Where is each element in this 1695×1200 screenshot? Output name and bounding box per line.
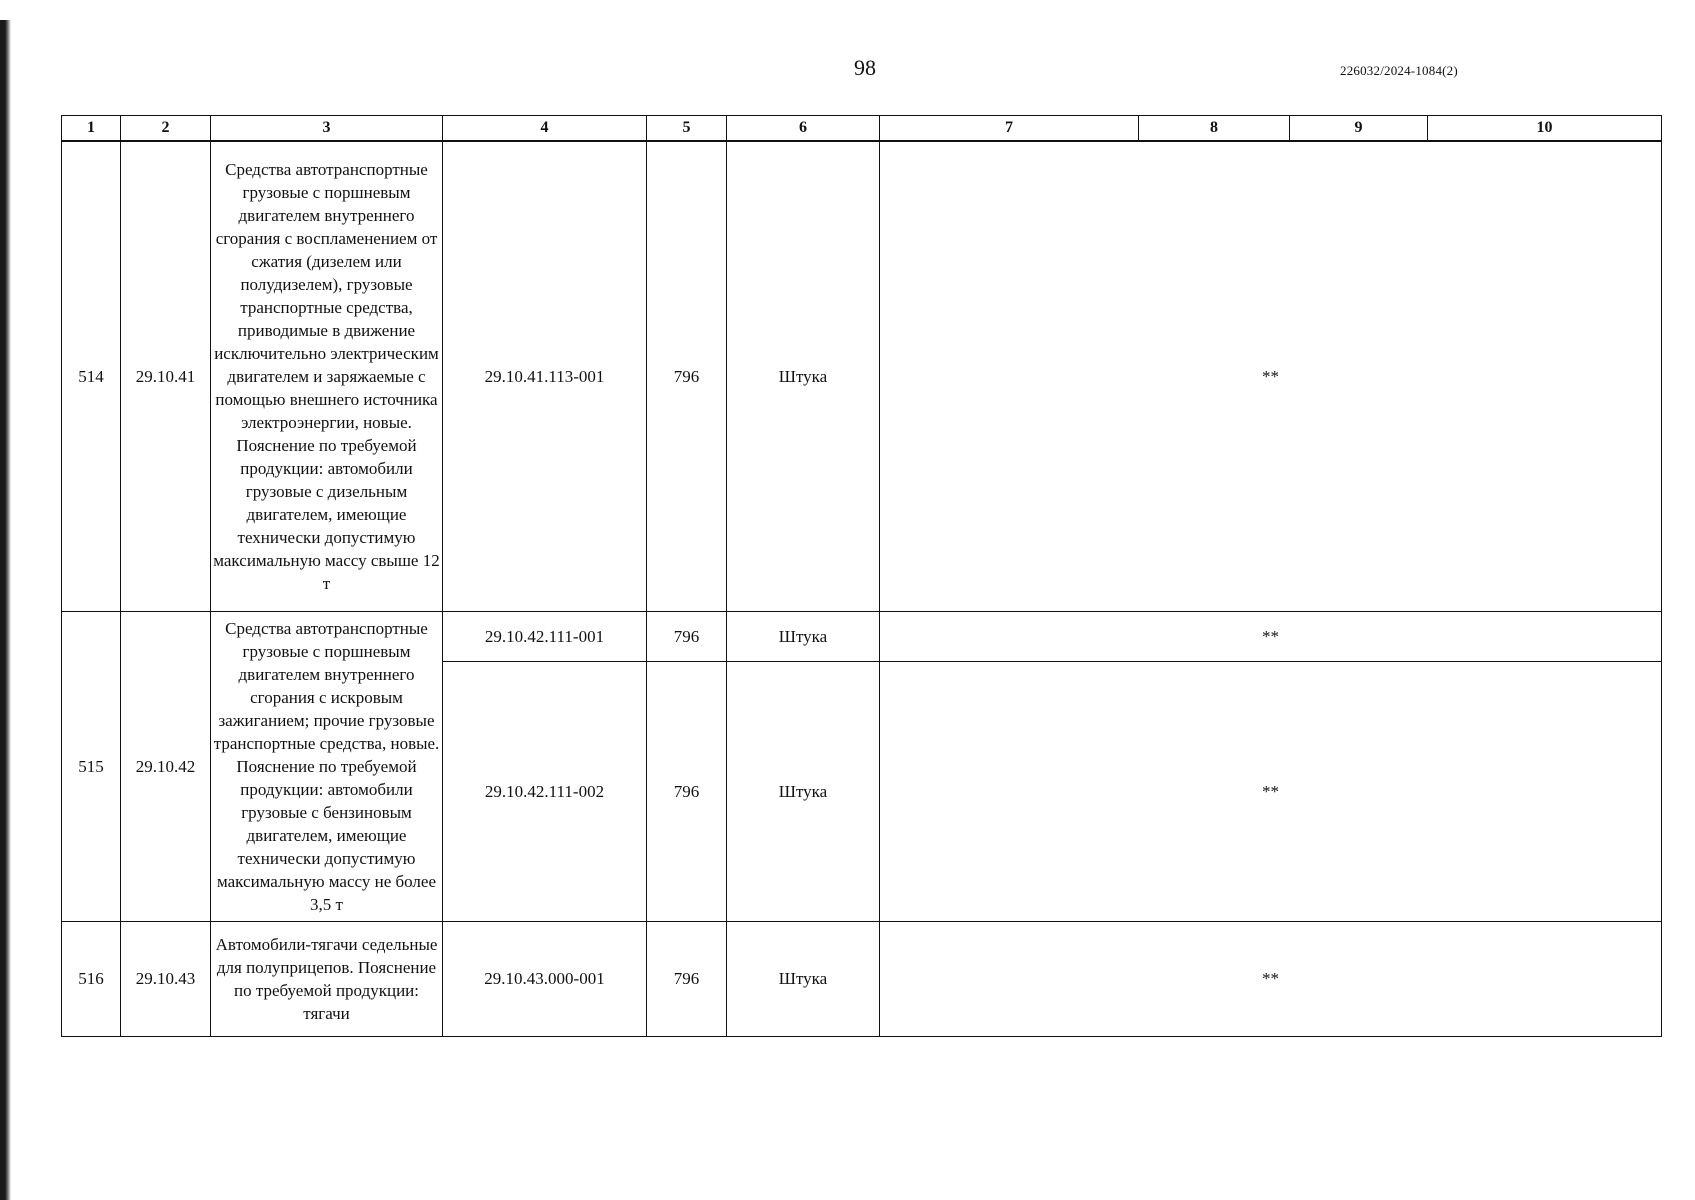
table-row xyxy=(62,611,1662,661)
ktru-code: 29.10.42.111-001 xyxy=(443,611,647,661)
table-header-row xyxy=(62,116,1662,142)
header-cell-10: 10 xyxy=(1428,116,1662,142)
product-description: Автомобили-тягачи седельные для полуприцепов. Пояснение по требуемой продукции: тягачи xyxy=(211,921,443,1036)
scan-edge-artifact xyxy=(0,20,11,1200)
unit-name: Штука xyxy=(727,661,880,921)
ktru-code: 29.10.43.000-001 xyxy=(443,921,647,1036)
product-table xyxy=(61,115,1662,1037)
unit-name: Штука xyxy=(727,611,880,661)
table-row xyxy=(62,141,1662,611)
header-cell-6: 6 xyxy=(727,116,880,142)
page-number: 98 xyxy=(854,55,876,80)
okei-code: 796 xyxy=(647,141,727,611)
row-number: 514 xyxy=(62,141,121,611)
product-description: Средства автотранспортные грузовые с поршневым двигателем внутреннего сгорания с искровым зажиганием; прочие грузовые транспортные средства, новые. Пояснение по требуемой продукции: автомобили грузовые с бензиновым двигателем, имеющие технически допустимую максимальную массу не более 3,5 т xyxy=(211,611,443,921)
note-cell: ** xyxy=(880,661,1662,921)
okei-code: 796 xyxy=(647,661,727,921)
unit-name: Штука xyxy=(727,921,880,1036)
row-number: 515 xyxy=(62,611,121,921)
product-description: Средства автотранспортные грузовые с поршневым двигателем внутреннего сгорания с воспламенением от сжатия (дизелем или полудизелем), грузовые транспортные средства, приводимые в движение исключительно электрическим двигателем и заряжаемые с помощью внешнего источника электроэнергии, новые. Пояснение по требуемой продукции: автомобили грузовые с дизельным двигателем, имеющие технически допустимую максимальную массу свыше 12 т xyxy=(211,141,443,611)
header-cell-8: 8 xyxy=(1139,116,1290,142)
okpd-code: 29.10.43 xyxy=(121,921,211,1036)
note-cell: ** xyxy=(880,141,1662,611)
ktru-code: 29.10.41.113-001 xyxy=(443,141,647,611)
header-cell-2: 2 xyxy=(121,116,211,142)
okpd-code: 29.10.42 xyxy=(121,611,211,921)
document-id: 226032/2024-1084(2) xyxy=(1340,63,1458,78)
ktru-code: 29.10.42.111-002 xyxy=(443,661,647,921)
table-row xyxy=(62,921,1662,1036)
header-cell-5: 5 xyxy=(647,116,727,142)
unit-name: Штука xyxy=(727,141,880,611)
header-cell-7: 7 xyxy=(880,116,1139,142)
header-cell-3: 3 xyxy=(211,116,443,142)
okpd-code: 29.10.41 xyxy=(121,141,211,611)
header-cell-9: 9 xyxy=(1290,116,1428,142)
header-cell-4: 4 xyxy=(443,116,647,142)
note-cell: ** xyxy=(880,611,1662,661)
row-number: 516 xyxy=(62,921,121,1036)
okei-code: 796 xyxy=(647,611,727,661)
header-cell-1: 1 xyxy=(62,116,121,142)
note-cell: ** xyxy=(880,921,1662,1036)
okei-code: 796 xyxy=(647,921,727,1036)
